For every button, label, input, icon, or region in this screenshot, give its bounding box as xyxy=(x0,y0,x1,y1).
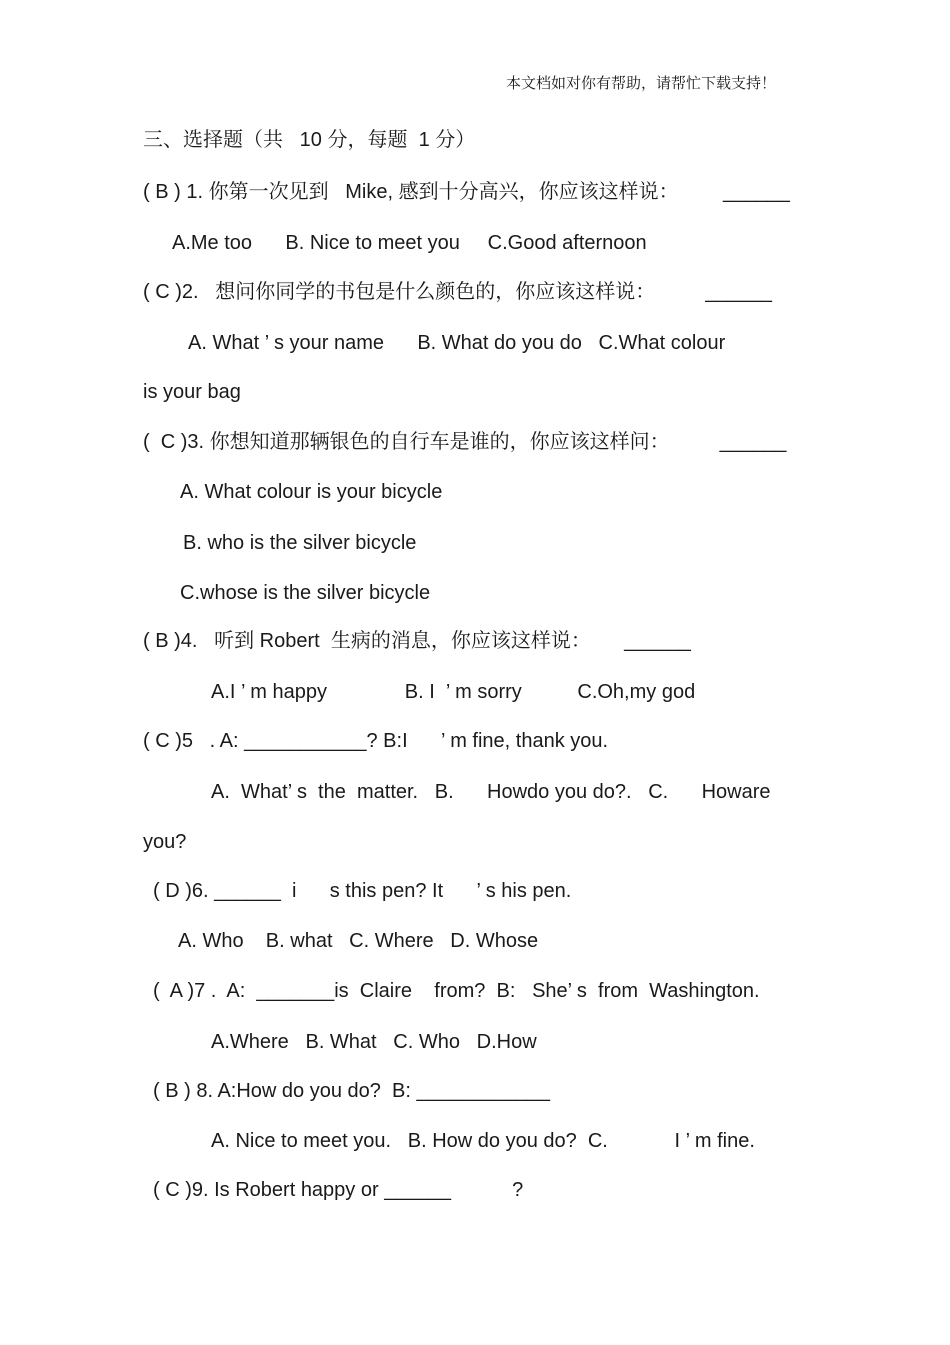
question-1: ( B ) 1. 你第一次见到 Mike, 感到十分高兴，你应该这样说： ______ xyxy=(143,181,790,203)
question-5-options: A. What’ s the matter. B. Howdo you do?. C. Howare xyxy=(211,781,771,803)
question-7-options: A.Where B. What C. Who D.How xyxy=(211,1031,537,1053)
question-3-option-b: B. who is the silver bicycle xyxy=(183,532,417,554)
question-4-options: A.I ’ m happy B. I ’ m sorry C.Oh,my god xyxy=(211,681,696,703)
question-5: ( C )5 . A: ___________? B:I ’ m fine, thank you. xyxy=(143,730,609,752)
section-title: 三、选择题（共 10 分，每题 1 分） xyxy=(143,129,476,151)
question-9: ( C )9. Is Robert happy or ______ ? xyxy=(153,1179,524,1201)
question-2-options: A. What ’ s your name B. What do you do C.What colour xyxy=(188,332,726,354)
question-3-option-c: C.whose is the silver bicycle xyxy=(180,582,431,604)
question-5-options-cont: you? xyxy=(143,831,187,853)
question-6: ( D )6. ______ i s this pen? It ’ s his pen. xyxy=(153,880,572,902)
question-3: ( C )3. 你想知道那辆银色的自行车是谁的，你应该这样问： ______ xyxy=(143,431,787,453)
question-6-options: A. Who B. what C. Where D. Whose xyxy=(178,930,539,952)
question-7: ( A )7 . A: _______is Claire from? B: She’ s from Washington. xyxy=(153,980,760,1002)
question-2-options-cont: is your bag xyxy=(143,381,241,403)
question-8-options: A. Nice to meet you. B. How do you do? C. I ’ m fine. xyxy=(211,1130,755,1152)
question-8: ( B ) 8. A:How do you do? B: ____________ xyxy=(153,1080,550,1102)
question-1-options: A.Me too B. Nice to meet you C.Good afternoon xyxy=(172,232,647,254)
question-2: ( C )2. 想问你同学的书包是什么颜色的，你应该这样说： ______ xyxy=(143,281,772,303)
question-3-option-a: A. What colour is your bicycle xyxy=(180,481,443,503)
header-note: 本文档如对你有帮助，请帮忙下载支持！ xyxy=(506,74,777,92)
question-4: ( B )4. 听到 Robert 生病的消息，你应该这样说： ______ xyxy=(143,630,691,652)
